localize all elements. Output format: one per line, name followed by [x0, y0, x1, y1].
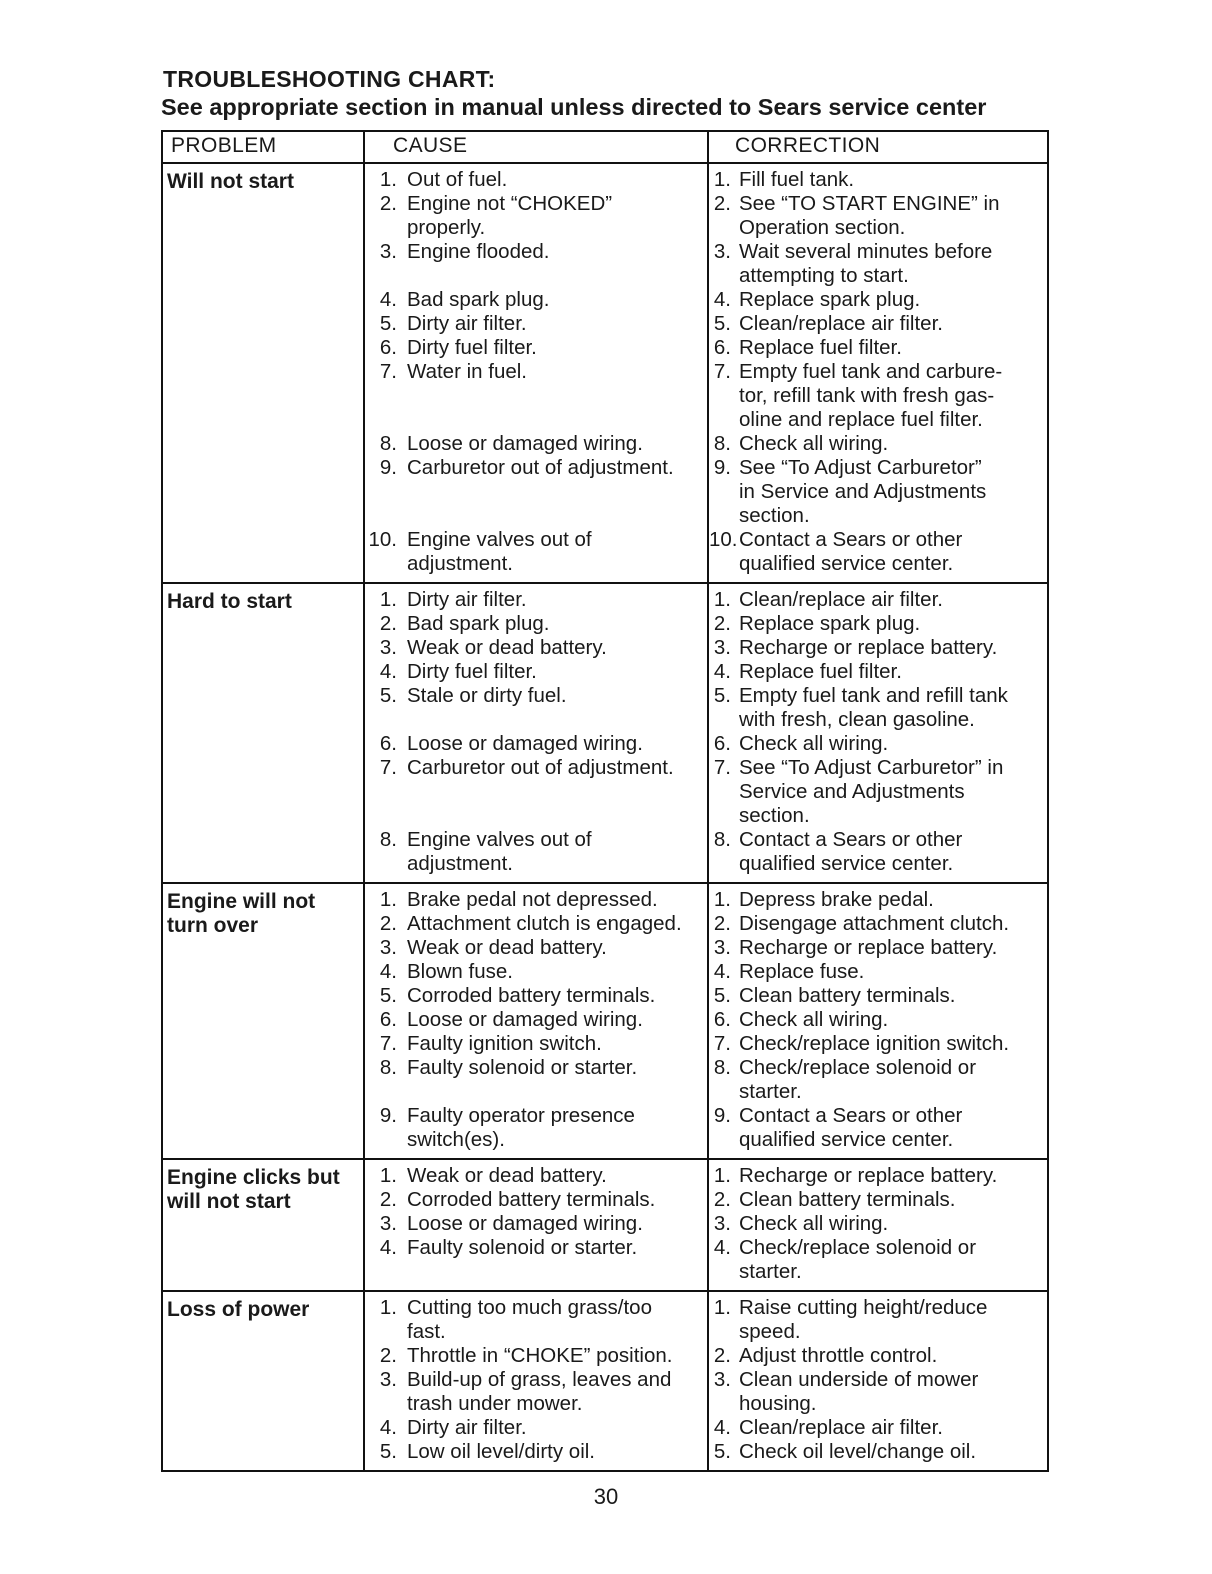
item-number: 7. — [713, 1032, 731, 1055]
item-text: Stale or dirty fuel. — [407, 684, 567, 707]
item-text: Faulty solenoid or starter. — [407, 1056, 638, 1079]
list-item — [709, 360, 1047, 432]
item-text: Replace fuel filter. — [739, 660, 902, 683]
list-item — [709, 528, 1047, 576]
list-item — [709, 732, 1047, 756]
item-number: 8. — [713, 1056, 731, 1079]
item-number: 7. — [379, 360, 397, 383]
list-item — [365, 912, 707, 936]
item-number: 8. — [713, 432, 731, 455]
item-text: Engine flooded. — [407, 240, 550, 263]
list-item — [709, 312, 1047, 336]
item-text: Bad spark plug. — [407, 612, 550, 635]
list-item — [365, 828, 707, 876]
item-text: Dirty fuel filter. — [407, 336, 537, 359]
page-number: 30 — [593, 1484, 619, 1509]
item-number: 9. — [713, 1104, 731, 1127]
item-text: Faulty solenoid or starter. — [407, 1236, 638, 1259]
item-text: Empty fuel tank and carbure- tor, refill tank with fresh gas- oline and replace fuel filter. — [739, 360, 1003, 431]
item-text: Out of fuel. — [407, 168, 508, 191]
item-number: 3. — [379, 240, 397, 263]
item-number: 9. — [379, 456, 397, 479]
item-text: Corroded battery terminals. — [407, 984, 656, 1007]
item-number: 2. — [713, 612, 731, 635]
item-text: Empty fuel tank and refill tank with fresh, clean gasoline. — [739, 684, 1008, 731]
item-text: Contact a Sears or other qualified service center. — [739, 1104, 963, 1151]
problem-cell: Engine clicks but will not start — [163, 1160, 365, 1290]
cause-cell — [365, 1292, 709, 1470]
item-number: 5. — [379, 1440, 397, 1463]
item-number: 2. — [713, 912, 731, 935]
list-item — [709, 756, 1047, 828]
item-text: Raise cutting height/reduce speed. — [739, 1296, 988, 1343]
item-text: Depress brake pedal. — [739, 888, 934, 911]
list-item — [365, 1008, 707, 1032]
list-item — [365, 168, 707, 192]
item-text: Dirty air filter. — [407, 588, 527, 611]
item-number: 6. — [379, 732, 397, 755]
problem-cell: Will not start — [163, 164, 365, 582]
item-text: Contact a Sears or other qualified service center. — [739, 828, 963, 875]
item-number: 4. — [713, 288, 731, 311]
item-number: 7. — [713, 756, 731, 779]
item-text: Water in fuel. — [407, 360, 528, 383]
table-row — [163, 1292, 1047, 1470]
list-item — [365, 336, 707, 360]
item-text: Clean/replace air filter. — [739, 588, 943, 611]
item-text: Dirty air filter. — [407, 1416, 527, 1439]
list-item — [709, 684, 1047, 732]
item-text: Build-up of grass, leaves and trash under mower. — [407, 1368, 672, 1415]
list-item — [365, 1032, 707, 1056]
cause-cell — [365, 1160, 709, 1290]
item-text: Loose or damaged wiring. — [407, 732, 643, 755]
list-item — [709, 984, 1047, 1008]
list-item — [365, 1344, 707, 1368]
item-text: Recharge or replace battery. — [739, 636, 998, 659]
item-number: 5. — [379, 684, 397, 707]
item-number: 9. — [379, 1104, 397, 1127]
item-number: 5. — [713, 684, 731, 707]
item-number: 1. — [713, 588, 731, 611]
item-text: Carburetor out of adjustment. — [407, 456, 674, 479]
item-text: Engine valves out of adjustment. — [407, 528, 592, 575]
item-text: Check all wiring. — [739, 432, 889, 455]
item-text: Check all wiring. — [739, 1008, 889, 1031]
item-text: Adjust throttle control. — [739, 1344, 938, 1367]
item-text: See “To Adjust Carburetor” in Service and Adjustments section. — [739, 456, 987, 527]
item-number: 8. — [379, 1056, 397, 1079]
problem-cell: Hard to start — [163, 584, 365, 882]
list-item — [709, 1344, 1047, 1368]
item-text: See “TO START ENGINE” in Operation section. — [739, 192, 1000, 239]
item-text: Engine valves out of adjustment. — [407, 828, 592, 875]
item-text: Disengage attachment clutch. — [739, 912, 1010, 935]
item-text: Check all wiring. — [739, 1212, 889, 1235]
item-number: 3. — [713, 936, 731, 959]
item-number: 6. — [713, 732, 731, 755]
list-item — [709, 192, 1047, 240]
item-number: 6. — [379, 336, 397, 359]
list-item — [709, 288, 1047, 312]
correction-cell — [709, 1160, 1047, 1290]
item-number: 5. — [379, 312, 397, 335]
item-number: 8. — [379, 828, 397, 851]
item-number: 2. — [379, 192, 397, 215]
header-cause: CAUSE — [365, 132, 709, 162]
item-number: 1. — [713, 1164, 731, 1187]
item-number: 2. — [713, 1188, 731, 1211]
item-text: Wait several minutes before attempting to start. — [739, 240, 993, 287]
item-text: Throttle in “CHOKE” position. — [407, 1344, 673, 1367]
item-number: 6. — [379, 1008, 397, 1031]
item-text: Corroded battery terminals. — [407, 1188, 656, 1211]
item-number: 4. — [379, 288, 397, 311]
list-item — [365, 636, 707, 660]
item-text: Cutting too much grass/too fast. — [407, 1296, 652, 1343]
item-text: Clean underside of mower housing. — [739, 1368, 979, 1415]
list-item — [709, 240, 1047, 288]
item-text: Low oil level/dirty oil. — [407, 1440, 595, 1463]
item-text: Loose or damaged wiring. — [407, 432, 643, 455]
header-problem: PROBLEM — [163, 132, 365, 162]
item-number: 3. — [379, 636, 397, 659]
list-item — [365, 1188, 707, 1212]
item-number: 1. — [379, 1164, 397, 1187]
chart-title: TROUBLESHOOTING CHART: — [163, 66, 496, 92]
item-text: Check/replace solenoid or starter. — [739, 1236, 977, 1283]
header-correction: CORRECTION — [735, 134, 881, 157]
list-item — [365, 240, 707, 264]
item-text: Clean battery terminals. — [739, 984, 956, 1007]
item-text: Brake pedal not depressed. — [407, 888, 658, 911]
item-text: Check oil level/change oil. — [739, 1440, 977, 1463]
list-item — [709, 1416, 1047, 1440]
list-item — [365, 1416, 707, 1440]
list-item — [365, 960, 707, 984]
list-item — [365, 756, 707, 780]
item-number: 3. — [713, 636, 731, 659]
item-number: 9. — [713, 456, 731, 479]
item-number: 8. — [379, 432, 397, 455]
item-text: See “To Adjust Carburetor” in Service and Adjustments section. — [739, 756, 1004, 827]
list-item — [709, 936, 1047, 960]
item-text: Faulty ignition switch. — [407, 1032, 602, 1055]
item-number: 2. — [379, 1188, 397, 1211]
item-number: 3. — [713, 1212, 731, 1235]
table-row — [163, 584, 1047, 884]
list-item — [709, 660, 1047, 684]
list-item — [709, 960, 1047, 984]
list-item — [365, 288, 707, 312]
problem-cell: Engine will not turn over — [163, 884, 365, 1158]
item-text: Blown fuse. — [407, 960, 513, 983]
list-item — [709, 456, 1047, 528]
item-number: 1. — [379, 888, 397, 911]
list-item — [709, 1104, 1047, 1152]
item-text: Check all wiring. — [739, 732, 889, 755]
correction-cell — [709, 164, 1047, 582]
list-item — [709, 912, 1047, 936]
item-number: 4. — [379, 960, 397, 983]
list-item — [709, 888, 1047, 912]
item-number: 6. — [713, 1008, 731, 1031]
list-item — [365, 192, 707, 240]
item-number: 4. — [379, 1416, 397, 1439]
item-number: 3. — [379, 936, 397, 959]
item-text: Replace fuel filter. — [739, 336, 902, 359]
item-number: 1. — [379, 1296, 397, 1319]
list-item — [365, 1104, 707, 1152]
item-text: Faulty operator presence switch(es). — [407, 1104, 635, 1151]
item-number: 1. — [379, 588, 397, 611]
item-text: Bad spark plug. — [407, 288, 550, 311]
list-item — [365, 612, 707, 636]
item-number: 3. — [379, 1212, 397, 1235]
problem-cell: Loss of power — [163, 1292, 365, 1470]
list-item — [365, 1212, 707, 1236]
list-item — [365, 984, 707, 1008]
table-row — [163, 164, 1047, 584]
list-item — [709, 588, 1047, 612]
item-number: 2. — [379, 612, 397, 635]
table-row — [163, 1160, 1047, 1292]
list-item — [365, 432, 707, 456]
item-number: 10. — [709, 528, 738, 551]
item-number: 8. — [713, 828, 731, 851]
cause-cell — [365, 884, 709, 1158]
item-text: Engine not “CHOKED” properly. — [407, 192, 613, 239]
item-number: 5. — [713, 312, 731, 335]
table-header — [163, 132, 1047, 164]
item-text: Recharge or replace battery. — [739, 936, 998, 959]
list-item — [709, 1368, 1047, 1416]
item-number: 4. — [713, 660, 731, 683]
correction-cell — [709, 1292, 1047, 1470]
item-number: 2. — [713, 1344, 731, 1367]
list-item — [709, 1236, 1047, 1284]
list-item — [709, 612, 1047, 636]
list-item — [365, 456, 707, 480]
table-body — [163, 164, 1047, 1470]
item-text: Weak or dead battery. — [407, 936, 607, 959]
item-text: Replace spark plug. — [739, 612, 921, 635]
item-text: Loose or damaged wiring. — [407, 1008, 643, 1031]
item-number: 1. — [713, 1296, 731, 1319]
list-item — [365, 588, 707, 612]
list-item — [709, 1032, 1047, 1056]
list-item — [709, 336, 1047, 360]
item-number: 4. — [379, 1236, 397, 1259]
list-item — [365, 660, 707, 684]
list-item — [709, 1296, 1047, 1344]
item-text: Clean/replace air filter. — [739, 312, 943, 335]
list-item — [365, 1236, 707, 1260]
list-item — [709, 636, 1047, 660]
list-item — [709, 432, 1047, 456]
item-text: Loose or damaged wiring. — [407, 1212, 643, 1235]
list-item — [709, 828, 1047, 876]
item-text: Recharge or replace battery. — [739, 1164, 998, 1187]
item-number: 3. — [713, 240, 731, 263]
item-text: Carburetor out of adjustment. — [407, 756, 674, 779]
item-number: 7. — [379, 1032, 397, 1055]
item-text: Dirty air filter. — [407, 312, 527, 335]
item-number: 4. — [713, 1416, 731, 1439]
list-item — [365, 1440, 707, 1464]
item-number: 5. — [713, 984, 731, 1007]
list-item — [709, 1188, 1047, 1212]
cause-cell — [365, 584, 709, 882]
item-number: 6. — [713, 336, 731, 359]
item-number: 7. — [379, 756, 397, 779]
item-text: Weak or dead battery. — [407, 1164, 607, 1187]
item-text: Replace spark plug. — [739, 288, 921, 311]
item-number: 5. — [713, 1440, 731, 1463]
item-number: 4. — [713, 1236, 731, 1259]
list-item — [365, 732, 707, 756]
item-number: 2. — [713, 192, 731, 215]
table-row — [163, 884, 1047, 1160]
item-text: Replace fuse. — [739, 960, 865, 983]
list-item — [365, 684, 707, 708]
list-item — [709, 1440, 1047, 1464]
item-number: 2. — [379, 912, 397, 935]
list-item — [365, 1296, 707, 1344]
list-item — [709, 168, 1047, 192]
item-text: Contact a Sears or other qualified service center. — [739, 528, 963, 575]
list-item — [365, 528, 707, 576]
correction-cell — [709, 884, 1047, 1158]
list-item — [365, 360, 707, 384]
list-item — [709, 1164, 1047, 1188]
item-number: 5. — [379, 984, 397, 1007]
troubleshooting-table — [161, 130, 1049, 1472]
item-text: Check/replace solenoid or starter. — [739, 1056, 977, 1103]
item-text: Fill fuel tank. — [739, 168, 855, 191]
item-text: Clean battery terminals. — [739, 1188, 956, 1211]
chart-subtitle: See appropriate section in manual unless directed to Sears service center — [161, 94, 987, 120]
item-number: 10. — [368, 528, 397, 551]
correction-cell — [709, 584, 1047, 882]
item-number: 3. — [713, 1368, 731, 1391]
list-item — [365, 312, 707, 336]
list-item — [365, 1368, 707, 1416]
item-text: Attachment clutch is engaged. — [407, 912, 682, 935]
item-number: 7. — [713, 360, 731, 383]
list-item — [365, 888, 707, 912]
list-item — [709, 1212, 1047, 1236]
item-number: 2. — [379, 1344, 397, 1367]
item-number: 4. — [713, 960, 731, 983]
list-item — [365, 1056, 707, 1080]
list-item — [709, 1008, 1047, 1032]
item-text: Check/replace ignition switch. — [739, 1032, 1010, 1055]
item-number: 4. — [379, 660, 397, 683]
item-number: 1. — [713, 168, 731, 191]
item-number: 3. — [379, 1368, 397, 1391]
list-item — [365, 1164, 707, 1188]
item-number: 1. — [379, 168, 397, 191]
item-text: Dirty fuel filter. — [407, 660, 537, 683]
list-item — [365, 936, 707, 960]
list-item — [709, 1056, 1047, 1104]
cause-cell — [365, 164, 709, 582]
item-text: Weak or dead battery. — [407, 636, 607, 659]
item-text: Clean/replace air filter. — [739, 1416, 943, 1439]
item-number: 1. — [713, 888, 731, 911]
